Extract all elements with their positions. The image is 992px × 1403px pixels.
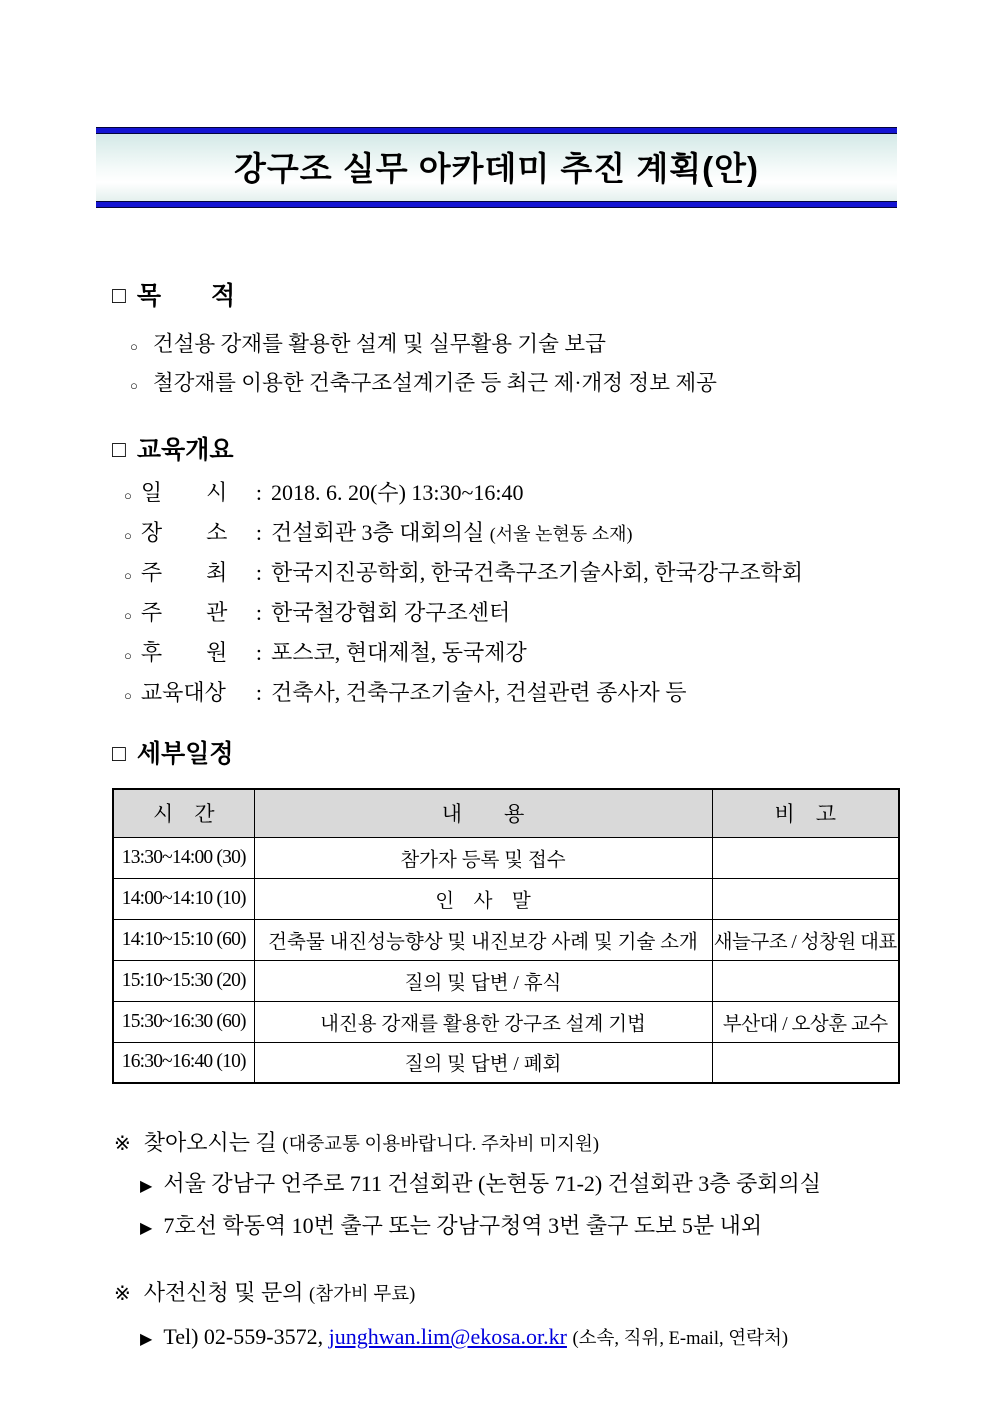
- table-row: [113, 837, 899, 878]
- overview-row-host: [112, 554, 902, 594]
- square-marker-icon: □: [112, 740, 126, 766]
- schedule-time: 14:10~15:10 (60): [113, 919, 254, 960]
- schedule-time: 15:30~16:30 (60): [113, 1001, 254, 1042]
- schedule-content: 내진용 강재를 활용한 강구조 설계 기법: [254, 1001, 712, 1042]
- list-item: [112, 365, 902, 404]
- circle-bullet-icon: ○: [130, 378, 138, 393]
- banner-top-bar: [96, 127, 897, 134]
- page-title: 강구조 실무 아카데미 추진 계획(안): [234, 150, 759, 187]
- directions-item-text: 7호선 학동역 10번 출구 또는 강남구청역 3번 출구 도보 5분 내외: [163, 1213, 763, 1238]
- circle-bullet-icon: ○: [124, 688, 132, 703]
- overview-value-text: 건설회관 3층 대회의실: [270, 520, 485, 545]
- purpose-item-text: 철강재를 이용한 건축구조설계기준 등 최근 제·개정 정보 제공: [152, 371, 717, 395]
- list-item: [112, 1164, 902, 1206]
- overview-value-text: 포스코, 현대제철, 동국제강: [270, 640, 527, 665]
- schedule-content: 질의 및 답변 / 휴식: [254, 960, 712, 1001]
- overview-value-text: 한국철강협회 강구조센터: [270, 600, 511, 625]
- banner-body: [96, 134, 897, 201]
- overview-value: [271, 594, 510, 631]
- reference-mark-icon: ※: [114, 1283, 131, 1305]
- schedule-time: 13:30~14:00 (30): [113, 837, 254, 878]
- title-banner: [96, 127, 897, 208]
- overview-value: [271, 674, 687, 711]
- purpose-list: [112, 326, 902, 404]
- overview-value-text: 2018. 6. 20(수) 13:30~16:40: [270, 480, 524, 505]
- section-heading-schedule: [112, 738, 902, 770]
- table-header-row: [113, 789, 899, 837]
- directions-title-text: 찾아오시는 길: [143, 1130, 277, 1155]
- schedule-remark: [712, 960, 899, 1001]
- overview-colon: :: [255, 480, 262, 505]
- overview-label: 장 소: [140, 520, 228, 545]
- purpose-heading-label: 목 적: [136, 282, 236, 310]
- schedule-remark: 부산대 / 오상훈 교수: [712, 1001, 899, 1042]
- section-heading-purpose: [112, 280, 902, 312]
- circle-bullet-icon: ○: [124, 648, 132, 663]
- overview-row-audience: [112, 674, 902, 714]
- circle-bullet-icon: ○: [124, 608, 132, 623]
- column-header-time: 시 간: [113, 789, 254, 837]
- overview-row-datetime: [112, 474, 902, 514]
- contact-phone: Tel) 02-559-3572,: [163, 1324, 324, 1349]
- column-header-remark: 비 고: [712, 789, 899, 837]
- circle-bullet-icon: ○: [130, 339, 138, 354]
- overview-value: [271, 474, 524, 513]
- column-header-content: 내 용: [254, 789, 712, 837]
- schedule-content: 참가자 등록 및 접수: [254, 837, 712, 878]
- directions-heading: [112, 1124, 902, 1164]
- overview-colon: :: [255, 600, 262, 625]
- schedule-content: 인 사 말: [254, 878, 712, 919]
- schedule-time: 15:10~15:30 (20): [113, 960, 254, 1001]
- overview-label: 후 원: [140, 640, 228, 665]
- schedule-heading-label: 세부일정: [136, 740, 234, 768]
- overview-value-text: 한국지진공학회, 한국건축구조기술사회, 한국강구조학회: [270, 560, 804, 585]
- schedule-time: 14:00~14:10 (10): [113, 878, 254, 919]
- schedule-content: 건축물 내진성능향상 및 내진보강 사례 및 기술 소개: [254, 919, 712, 960]
- overview-value: [271, 514, 633, 553]
- table-row: [113, 960, 899, 1001]
- application-heading: [112, 1274, 902, 1314]
- overview-label: 주 최: [140, 560, 228, 585]
- schedule-table: [112, 788, 900, 1084]
- circle-bullet-icon: ○: [124, 528, 132, 543]
- overview-row-organizer: [112, 594, 902, 634]
- schedule-remark: 새늘구조 / 성창원 대표: [712, 919, 899, 960]
- directions-section: [112, 1124, 902, 1248]
- reference-mark-icon: ※: [114, 1133, 131, 1155]
- arrow-bullet-icon: ▶: [140, 1220, 153, 1237]
- schedule-remark: [712, 1042, 899, 1083]
- application-section: [112, 1274, 902, 1359]
- section-heading-overview: [112, 434, 902, 466]
- contact-line: [112, 1317, 902, 1359]
- table-row: [113, 1042, 899, 1083]
- purpose-item-text: 건설용 강재를 활용한 설계 및 실무활용 기술 보급: [152, 332, 606, 356]
- contact-text: [163, 1317, 788, 1359]
- application-title-text: 사전신청 및 문의: [143, 1280, 304, 1305]
- overview-heading-label: 교육개요: [136, 436, 234, 464]
- overview-row-venue: [112, 514, 902, 554]
- overview-row-sponsor: [112, 634, 902, 674]
- overview-value-text: 건축사, 건축구조기술사, 건설관련 종사자 등: [270, 680, 687, 705]
- arrow-bullet-icon: ▶: [140, 1331, 153, 1348]
- application-title: [144, 1274, 416, 1314]
- contact-email-link[interactable]: junghwan.lim@ekosa.or.kr: [328, 1324, 567, 1349]
- overview-value: [271, 554, 803, 591]
- overview-colon: :: [255, 520, 262, 545]
- overview-colon: :: [255, 640, 262, 665]
- directions-title: [144, 1124, 599, 1164]
- schedule-content: 질의 및 답변 / 폐회: [254, 1042, 712, 1083]
- schedule-remark: [712, 837, 899, 878]
- list-item: [112, 1206, 902, 1248]
- circle-bullet-icon: ○: [124, 488, 132, 503]
- overview-value-note: (서울 논현동 소재): [489, 524, 633, 544]
- overview-colon: :: [255, 560, 262, 585]
- overview-label: 교육대상: [140, 680, 226, 705]
- arrow-bullet-icon: ▶: [140, 1178, 153, 1195]
- overview-label: 일 시: [140, 480, 228, 505]
- overview-list: [112, 474, 902, 714]
- banner-bottom-bar: [96, 201, 897, 208]
- table-row: [113, 878, 899, 919]
- overview-value: [271, 634, 527, 671]
- list-item: [112, 326, 902, 365]
- document-content: [112, 280, 902, 1359]
- schedule-time: 16:30~16:40 (10): [113, 1042, 254, 1083]
- square-marker-icon: □: [112, 282, 126, 308]
- table-row: [113, 919, 899, 960]
- contact-suffix: (소속, 직위, E-mail, 연락처): [572, 1329, 788, 1349]
- overview-label: 주 관: [140, 600, 228, 625]
- table-row: [113, 1001, 899, 1042]
- schedule-remark: [712, 878, 899, 919]
- overview-colon: :: [255, 680, 262, 705]
- directions-note: (대중교통 이용바랍니다. 주차비 미지원): [282, 1135, 600, 1155]
- square-marker-icon: □: [112, 436, 126, 462]
- circle-bullet-icon: ○: [124, 568, 132, 583]
- application-note: (참가비 무료): [309, 1285, 416, 1305]
- directions-item-text: 서울 강남구 언주로 711 건설회관 (논현동 71-2) 건설회관 3층 중회의실: [163, 1171, 822, 1196]
